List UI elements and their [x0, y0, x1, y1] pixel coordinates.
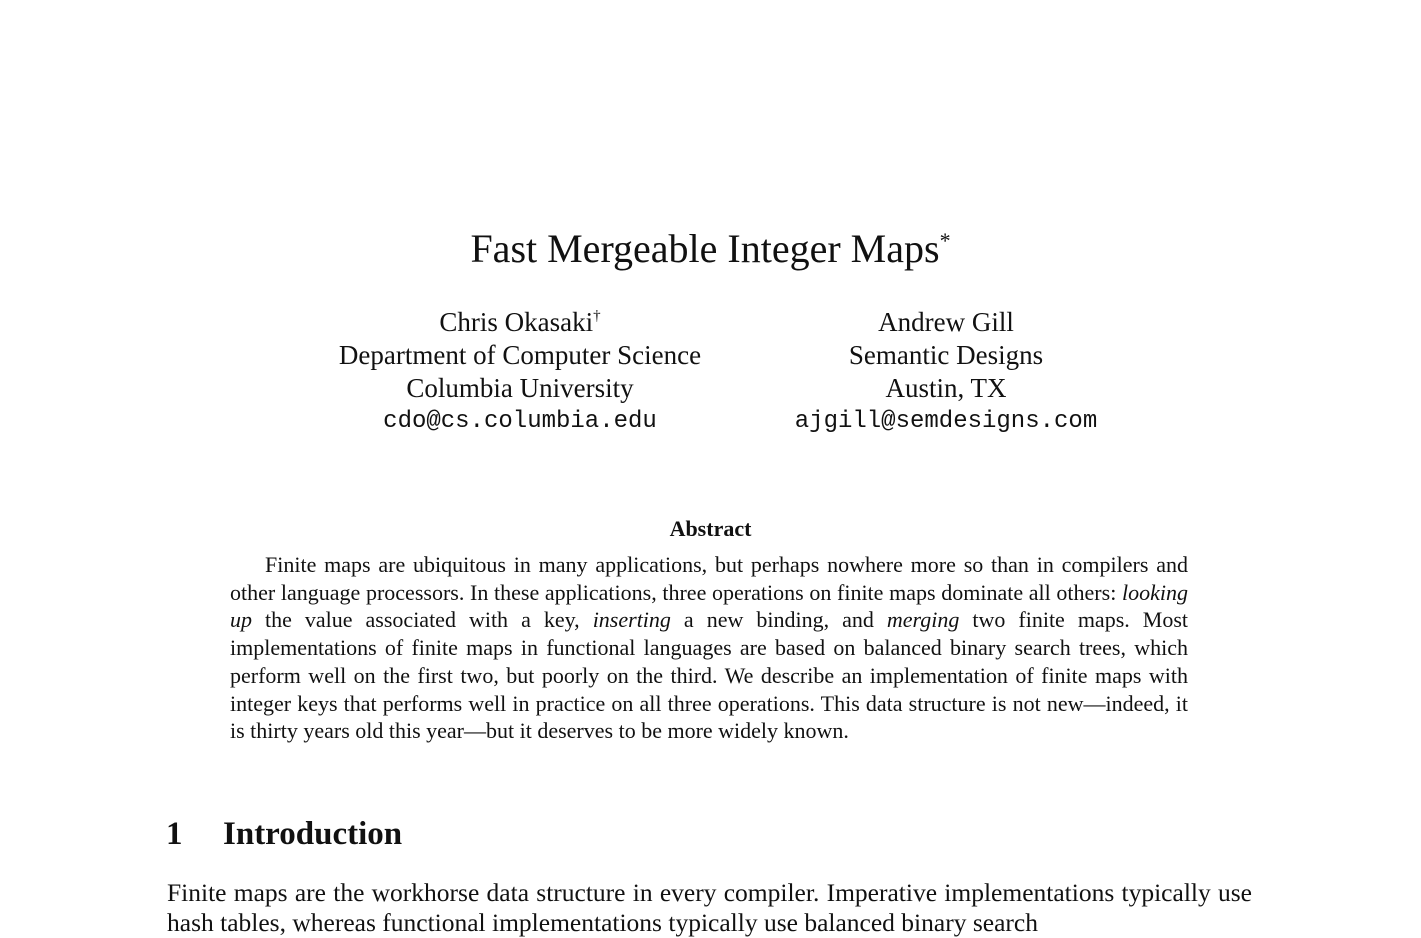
abstract-text-part: two finite maps. Most implementations of finite maps in functional languages are based on balanced binary search trees, which perform well on the first two, but poorly on the third. We describe an implementation of finite maps with integer keys that performs well in practice on all three operations. This data structure is not new—indeed, it is thirty years old this year—but it deserves to be more widely known.: [230, 607, 1188, 744]
abstract-text-part: Finite maps are ubiquitous in many applications, but perhaps nowhere more so than in compilers and other language processors. In these applications, three operations on finite maps dominate all others:: [230, 552, 1188, 605]
author-email: ajgill@semdesigns.com: [794, 408, 1098, 435]
author-name: [260, 306, 780, 339]
abstract-emphasis: inserting: [592, 607, 671, 633]
author-institution: Austin, TX: [885, 373, 1007, 403]
abstract-text-part: the value associated with a key,: [252, 607, 593, 633]
title-footnote-mark: *: [939, 228, 951, 253]
author-footnote-mark: †: [593, 308, 601, 324]
author-name: Andrew Gill: [878, 307, 1014, 337]
abstract-emphasis: looking up: [230, 579, 1188, 633]
abstract-text: [230, 551, 1188, 745]
section-title: Introduction: [223, 816, 403, 852]
author-email: cdo@cs.columbia.edu: [383, 408, 657, 435]
author-name-text: Chris Okasaki: [439, 307, 594, 337]
introduction-text: Finite maps are the workhorse data structure in every compiler. Imperative implementations typically use hash tables, whereas functional implementations typically use balanced binary search: [167, 878, 1252, 937]
author-institution: Columbia University: [406, 373, 634, 403]
paper-title-text: Fast Mergeable Integer Maps: [470, 226, 940, 271]
section-heading-introduction: [166, 814, 402, 854]
author-block-okasaki: [260, 306, 780, 438]
abstract-emphasis: merging: [886, 607, 960, 633]
paper-title: [0, 224, 1421, 274]
author-block-gill: [746, 306, 1146, 438]
abstract-text-part: a new binding, and: [670, 607, 887, 633]
author-department: Semantic Designs: [848, 340, 1044, 370]
section-number: 1: [166, 816, 183, 852]
author-department: Department of Computer Science: [338, 340, 702, 370]
abstract-heading: Abstract: [669, 516, 752, 541]
